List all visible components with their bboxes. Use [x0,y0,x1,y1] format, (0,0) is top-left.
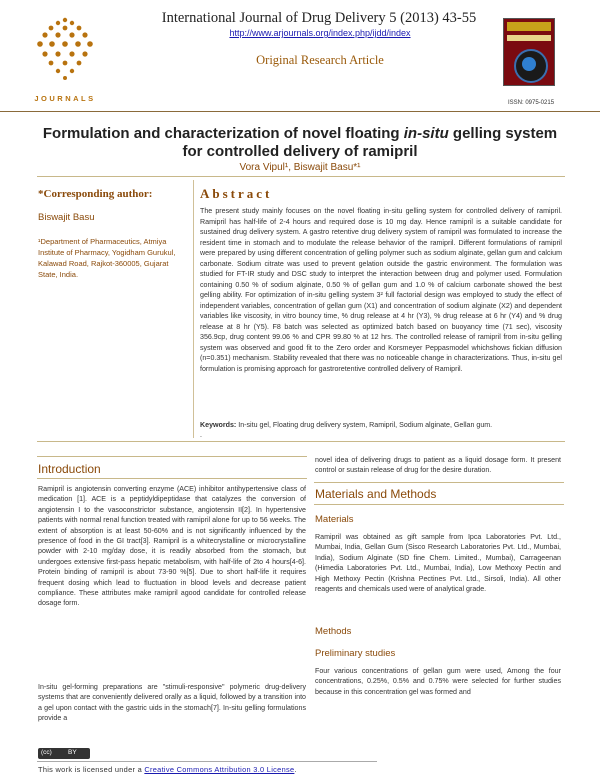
license-link[interactable]: Creative Commons Attribution 3.0 License [144,765,295,774]
journal-title: International Journal of Drug Delivery 5 (2013) 43-55 [161,10,477,26]
right-paragraph-0: novel idea of delivering drugs to patient as a liquid dosage form. It present control or sustain release of drug for the desire duration. [315,456,561,475]
abstract-text: The present study mainly focuses on the novel floating in-situ gelling system for controlled delivery of ramipril. Ramipril has half-life of 2-4 hours and required dose is 10 mg day. Hence ramipril is a suitable candidate for sustained drug delivery system. A gastro retentive drug delivery system of ramipril was formulated to increase the resident time in stomach and to modulate the release behavior of the ramipril. Different formulations of ramipril were prepared by using different concentration of gelling polymer such as sodium alginate, gellan gum and calcium carbonate. Sodium citrate was used to prevent gelation outside the gastric environment. The formulation was studied for FT-IR study and DSC study to interpret the interaction between drug and polymer used. Formulation containing 0.50 % of sodium alginate, 0.50 % of gellan gum and 1.0 % of calcium carbonate showed the best gelling ability. For optimization of in-situ gelling system 3² full factorial design was employed to study the effect of independent variables, concentration of gellan gum (X1) and concentration of sodium alginate (X2) and dependent variables like viscosity, in vitro bouncy time, % drug release at 4 hr (Y3), % drug release at 6 hr (Y4) and % drug release at 8 hr (Y5). F8 batch was selected as optimized batch based on buoyancy time (71 sec), viscosity 356.9cp, drug content 99.06 % and CPR 99.80 % at 12 hrs. The controlled release of ramipril from in-situ gelling system was observed and good fit to the Zero order and Korsmeyer Peppasmodel whichshows fickian diffusion (n=0.351) mechanism. Stability revealed that there was no noticeable change in characterizations. Thus, in-situ gel formulation is promising approach for gastroretentive controlled delivery of Ramipril. [200,207,562,373]
journal-logo [20,14,110,104]
introduction-heading: Introduction [38,462,101,476]
authors: Vora Vipul¹, Biswajit Basu*¹ [239,162,361,173]
abstract-heading: Abstract [200,186,273,201]
materials-text: Ramipril was obtained as gift sample from Ipca Laboratories Pvt. Ltd., Mumbai, India, Gellan Gum (Sisco Research Laboratories Pvt. Ltd., Mumbai, India), Sodium Alginate (SD fine Chem. Limited., Mumbai), Carrageenan (Himedia Laboratories Pvt. Ltd., Mumbai, India), Low Methoxy Pectin and High Methoxy Pectin (Krishna Pectines Pvt. Ltd., Sirsoli, India). All other reagents and chemicals used were of analytical grade. [315,533,561,594]
title-part1: Formulation and characterization of novel floating [42,125,404,142]
corresponding-author-heading: *Corresponding author: [38,188,153,200]
footer-rule [37,761,377,762]
keywords [200,420,562,431]
title-divider [37,176,565,177]
intro-top-rule [37,456,307,457]
methods-heading: Methods [315,626,352,637]
abstract-divider [37,441,565,442]
preliminary-studies-text: Four various concentrations of gellan gum were used, Among the four concentrations, 0.25%, 0.5% and 0.75% were selected for further studies because in this concentration gel was formed and [315,667,561,696]
license-suffix: . [294,765,297,774]
logo-text: JOURNALS [34,94,96,103]
article-type: Original Research Article [256,53,384,67]
license-prefix: This work is licensed under a [38,765,145,774]
mm-top-rule [314,482,564,483]
paper-title [40,125,560,161]
issn: ISSN: 0975-0215 [508,100,555,106]
abstract-end-dot: . [200,432,202,439]
materials-heading: Materials [315,514,354,525]
title-italic: in-situ [403,125,449,142]
materials-methods-heading: Materials and Methods [315,487,437,501]
by-icon: BY [68,749,77,756]
mm-bottom-rule [314,504,564,505]
cc-icon: (cc) [41,749,52,756]
intro-paragraph-1: Ramipril is angiotensin converting enzyme (ACE) inhibitor antihypertensive class of medication [1]. ACE is a peptidyldipeptidase that catalyzes the conversion of angiotensin I to the vasoconstrictor substance, angiotensin II[2]. In hypertensive patients with normal renal function treated with ramipril alone for up to 56 weeks. The extent of absorption is at least 50-60% and is not significantly influenced by the presence of food in the GI tract[3]. Ramipril is a whitecrystalline or microcrystalline powder with 2-10 mg/day dose, it is readily absorbed from the stomach, but undergoes extensive first-pass hepatic metabolism, with half-life of 2to 4 hours[4-6]. Protein binding of ramipril is about 73-90 %[5]. Due to short half-life it requires frequent dosing which lead to fluctuation in blood levels and decrease patient compliance. These attributes make ramipril agood candidate for controlled release dosage form. [38,485,306,608]
corresponding-author-affiliation: ¹Department of Pharmaceutics, Atmiya Institute of Pharmacy, Yogidham Gurukul, Kalawad Road, Rajkot-360005, Gujarat State, India. [38,237,176,279]
corresponding-author-name: Biswajit Basu [38,212,95,223]
cc-license-badge[interactable] [38,748,90,759]
journal-logo-icon [20,14,110,94]
keywords-list: In-situ gel, Floating drug delivery system, Ramipril, Sodium alginate, Gellan gum. [236,421,493,429]
title-part2: gelling system for controlled delivery of ramipril [182,125,558,160]
license-notice [38,765,297,774]
keywords-label: Keywords: [200,421,237,429]
intro-paragraph-2: In-situ gel-forming preparations are "stimuli-responsive" polymeric drug-delivery systems that are conveniently delivered orally as a liquid, followed by a transition into a gel upon contact with the gastric uids in the stomach[7]. In-situ gelling formulations provide a [38,683,306,723]
journal-url-link[interactable]: http://www.arjournals.org/index.php/ijdd/index [229,28,411,38]
preliminary-studies-heading: Preliminary studies [315,648,396,659]
intro-bottom-rule [37,478,307,479]
journal-cover-image [503,18,555,86]
column-divider [193,180,194,438]
header-divider [0,111,600,112]
